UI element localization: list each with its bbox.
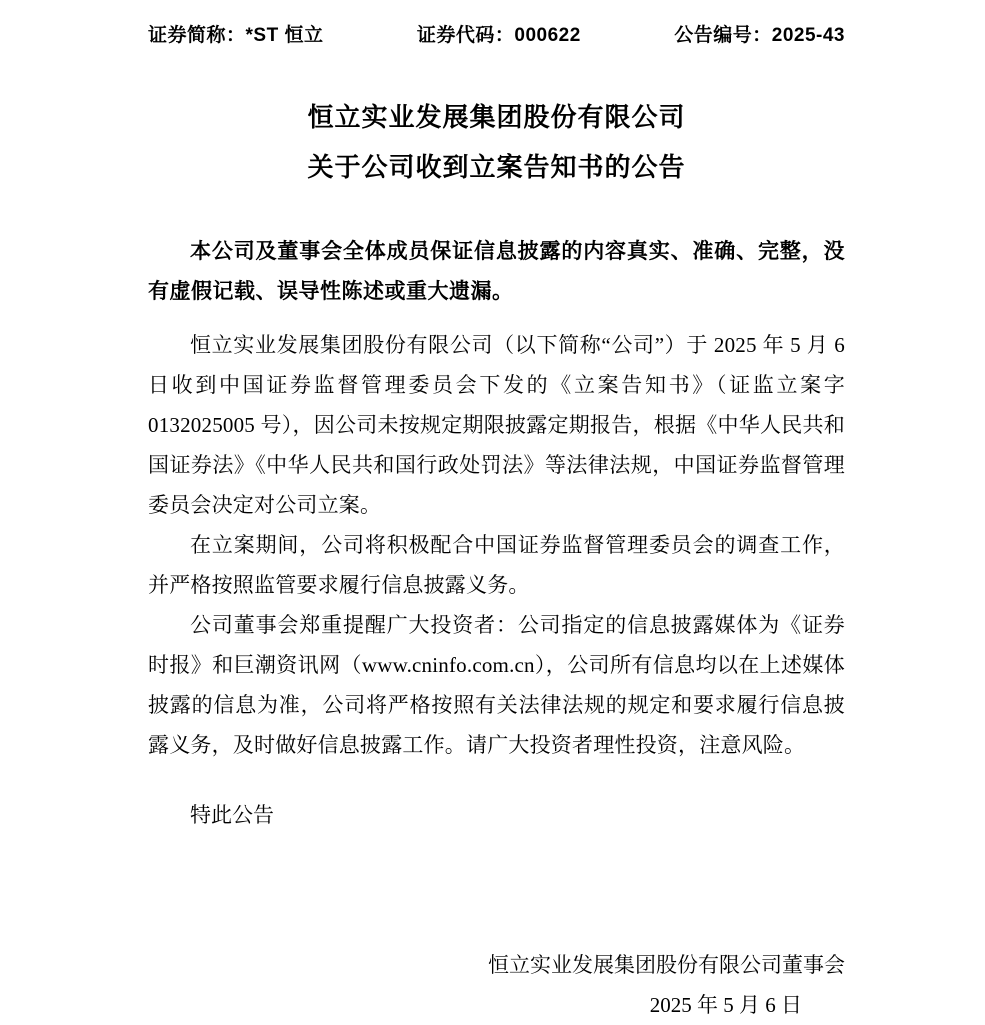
closing-statement: 特此公告 [190,803,274,827]
company-name-title: 恒立实业发展集团股份有限公司 [307,102,686,132]
board-signature: 恒立实业发展集团股份有限公司董事会 [488,953,845,977]
document-header [148,20,845,47]
stock-short-name: 证券简称：*ST 恒立 [148,25,324,46]
announcement-date: 2025 年 5 月 6 日 [649,993,802,1017]
body-paragraph-cooperation: 在立案期间，公司将积极配合中国证券监督管理委员会的调查工作，并严格按照监管要求履行信息披露义务。 [148,533,845,597]
disclaimer-paragraph: 本公司及董事会全体成员保证信息披露的内容真实、准确、完整，没有虚假记载、误导性陈述或重大遗漏。 [148,239,845,303]
body-paragraph-filing-notice: 恒立实业发展集团股份有限公司（以下简称“公司”）于 2025 年 5 月 6 日收到中国证券监督管理委员会下发的《立案告知书》（证监立案字 0132025005 号），因公司未按规定期限披露定期报告，根据《中华人民共和国证券法》《中华人民共和国行政处罚法》等法律法规，中国证券监督管理委员会决定对公司立案。 [148,333,845,517]
stock-code: 证券代码：000622 [416,25,581,46]
announcement-number: 公告编号：2025-43 [674,25,845,46]
body-paragraph-investor-reminder: 公司董事会郑重提醒广大投资者：公司指定的信息披露媒体为《证券时报》和巨潮资讯网（www.cninfo.com.cn），公司所有信息均以在上述媒体披露的信息为准，公司将严格按照有关法律法规的规定和要求履行信息披露义务，及时做好信息披露工作。请广大投资者理性投资，注意风险。 [148,613,845,757]
announcement-title: 关于公司收到立案告知书的公告 [307,152,686,182]
signature-block [148,945,845,1025]
